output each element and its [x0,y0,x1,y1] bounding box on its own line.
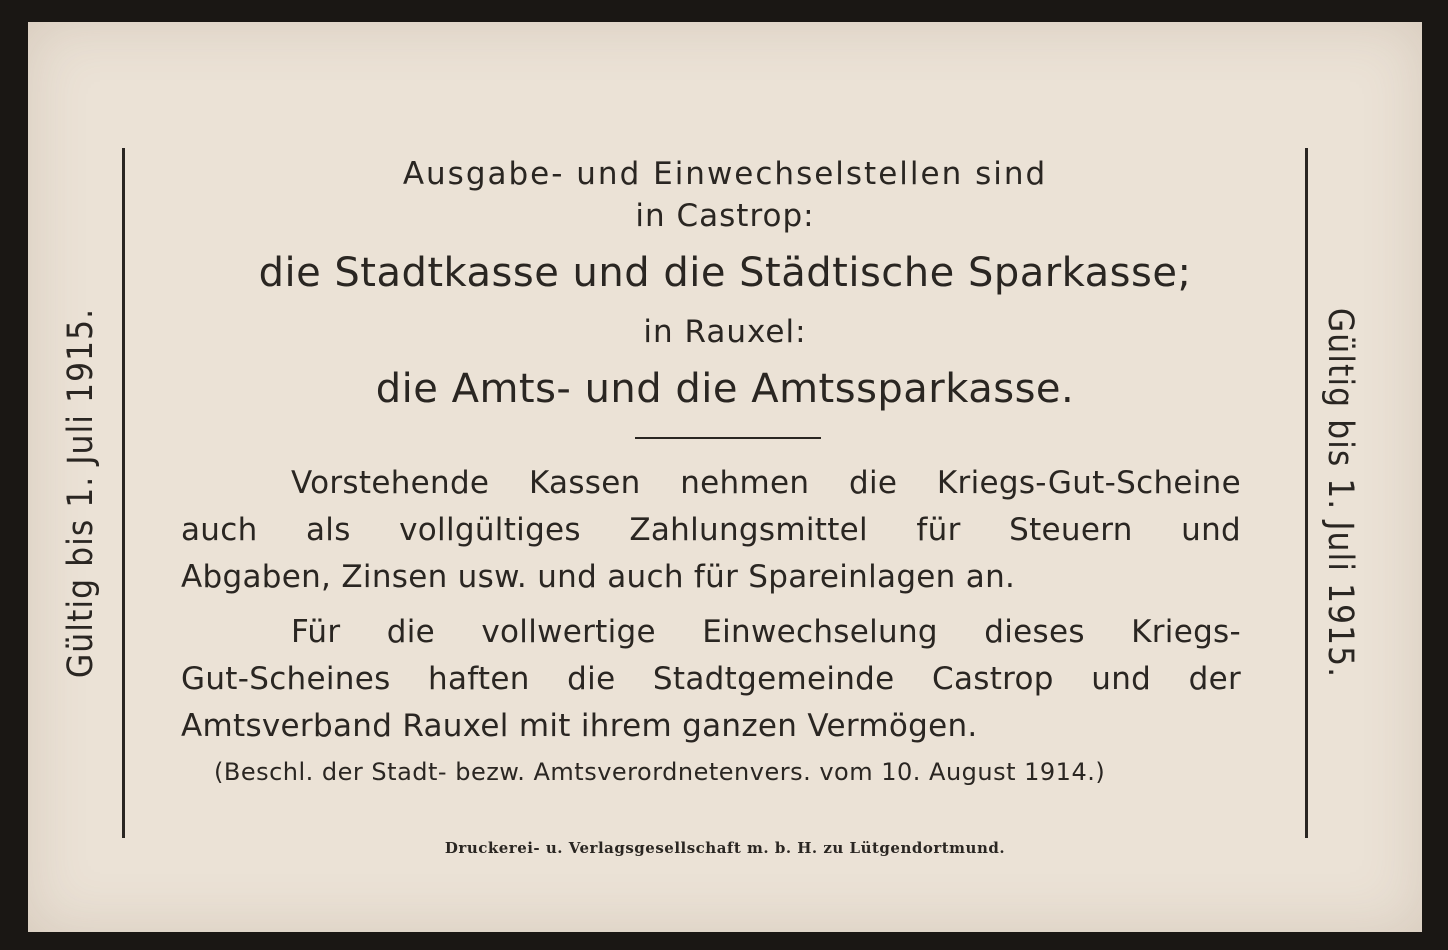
paragraph-1-line-2: auch als vollgültiges Zahlungsmittel für Steuern und [181,512,1241,548]
paragraph-1-line-3: Abgaben, Zinsen usw. und auch für Spareinlagen an. [181,559,1016,595]
header-line-1: Ausgabe- und Einwechselstellen sind [402,156,1048,192]
paragraph-1-line-1: Vorstehende Kassen nehmen die Kriegs-Gut-Scheine [291,465,1241,501]
paragraph-2-line-1: Für die vollwertige Einwechselung dieses Kriegs- [291,614,1241,650]
resolution-reference: (Beschl. der Stadt- bezw. Amtsverordnetenvers. vom 10. August 1914.) [214,758,1106,786]
validity-text-right: Gültig bis 1. Juli 1915. [1320,307,1360,679]
paragraph-2-line-3: Amtsverband Rauxel mit ihrem ganzen Vermögen. [181,708,978,744]
printer-imprint: Druckerei- u. Verlagsgesellschaft m. b. H. zu Lütgendortmund. [444,839,1006,857]
paragraph-2-line-2: Gut-Scheines haften die Stadtgemeinde Castrop und der [181,661,1241,697]
header-line-5: die Amts- und die Amtssparkasse. [375,366,1075,412]
header-line-3: die Stadtkasse und die Städtische Sparkasse; [258,250,1192,296]
validity-text-left: Gültig bis 1. Juli 1915. [61,307,101,679]
section-divider [635,437,821,439]
header-line-2: in Castrop: [635,198,815,234]
header-line-4: in Rauxel: [643,314,807,350]
banknote-reverse [28,22,1422,932]
